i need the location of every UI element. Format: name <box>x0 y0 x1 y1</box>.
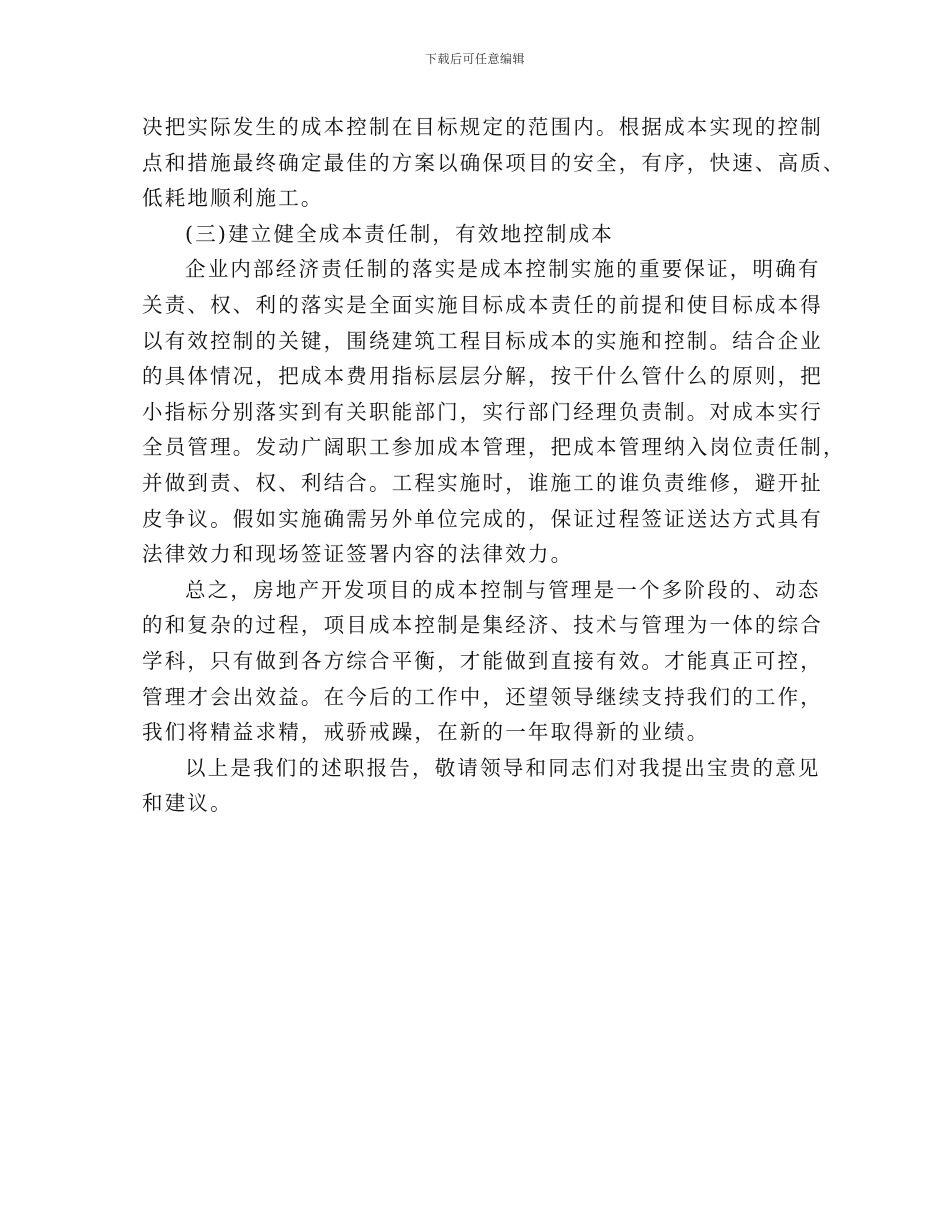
document-body <box>142 110 846 822</box>
body-line: 法律效力和现场签证签署内容的法律效力。 <box>142 542 574 567</box>
body-line: 学科，只有做到各方综合平衡，才能做到直接有效。才能真正可控， <box>142 648 823 673</box>
page-header-note: 下载后可任意编辑 <box>424 52 525 66</box>
body-line: 和建议。 <box>142 791 233 816</box>
body-line: 决把实际发生的成本控制在目标规定的范围内。根据成本实现的控制 <box>142 115 823 139</box>
body-line: 皮争议。假如实施确需另外单位完成的，保证过程签证送达方式具有 <box>142 506 823 531</box>
body-line: 点和措施最终确定最佳的方案以确保项目的安全，有序，快速、高质、 <box>142 150 846 175</box>
body-line: 小指标分别落实到有关职能部门，实行部门经理负责制。对成本实行 <box>142 399 823 424</box>
body-line: 我们将精益求精，戒骄戒躁，在新的一年取得新的业绩。 <box>142 720 710 745</box>
paragraph-start-line: 企业内部经济责任制的落实是成本控制实施的重要保证，明确有 <box>185 257 821 282</box>
body-line: 低耗地顺利施工。 <box>142 186 324 211</box>
paragraph-start-line: 以上是我们的述职报告，敬请领导和同志们对我提出宝贵的意见 <box>185 755 821 780</box>
paragraph-start-line: 总之，房地产开发项目的成本控制与管理是一个多阶段的、动态 <box>185 577 821 602</box>
body-line: 的具体情况，把成本费用指标层层分解，按干什么管什么的原则，把 <box>142 364 823 389</box>
body-line: 全员管理。发动广阔职工参加成本管理，把成本管理纳入岗位责任制， <box>142 435 846 460</box>
section-heading: (三)建立健全成本责任制，有效地控制成本 <box>185 221 614 246</box>
body-line: 的和复杂的过程，项目成本控制是集经济、技术与管理为一体的综合 <box>142 613 823 638</box>
body-line: 并做到责、权、利结合。工程实施时，谁施工的谁负责维修，避开扯 <box>142 470 823 495</box>
body-line: 以有效控制的关键，围绕建筑工程目标成本的实施和控制。结合企业 <box>142 328 823 353</box>
body-line: 关责、权、利的落实是全面实施目标成本责任的前提和使目标成本得 <box>142 292 823 317</box>
body-line: 管理才会出效益。在今后的工作中，还望领导继续支持我们的工作， <box>142 684 823 709</box>
